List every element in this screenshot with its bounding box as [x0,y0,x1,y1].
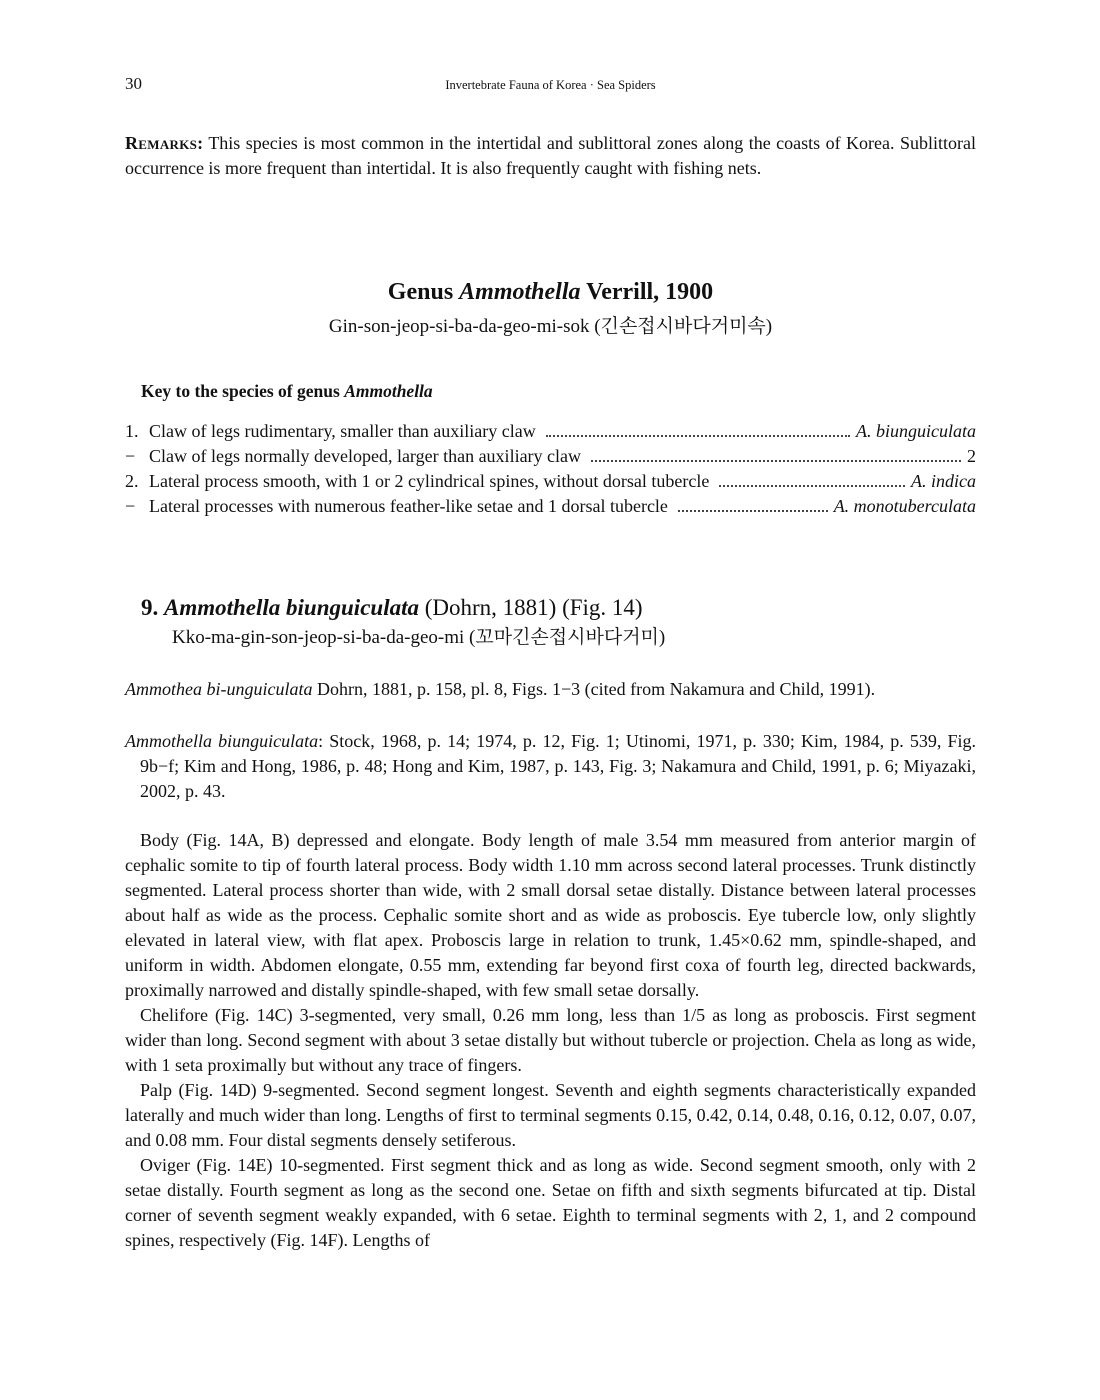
key-row-result: A. biunguiculata [856,421,976,441]
key-row-number: − [125,496,136,516]
description-paragraph-chelifore: Chelifore (Fig. 14C) 3-segmented, very small, 0.26 mm long, less than 1/5 as long as proboscis. First segment wider than long. Second segment with about 3 setae distally but without tubercle or projection. Chela as long as wide, with 1 seta proximally but without any trace of fingers. [125,1005,976,1075]
key-row-result: A. monotuberculata [833,496,976,516]
species-korean-name: Kko-ma-gin-son-jeop-si-ba-da-geo-mi (꼬마긴손접시바다거미) [172,627,666,648]
key-row-text: Lateral process smooth, with 1 or 2 cylindrical spines, without dorsal tubercle [149,471,710,491]
remarks-text: This species is most common in the intertidal and sublittoral zones along the coasts of Korea. Sublittoral occurrence is more frequent than intertidal. It is also frequently caught with fishing nets. [125,133,976,178]
species-number: 9. [141,595,159,620]
page-header [125,74,976,96]
key-row-number: 2. [125,471,139,491]
remarks-paragraph: Remarks: This species is most common in the intertidal and sublittoral zones along the coasts of Korea. Sublittoral occurrence is more frequent than intertidal. It is also frequently caught with fishing nets. [125,133,976,178]
key-row-number: − [125,446,136,466]
key-row-number: 1. [125,421,139,441]
synonymy-entry [125,677,976,702]
species-heading [141,593,643,623]
genus-author: Verrill, 1900 [586,279,714,305]
species-name: Ammothella biunguiculata [164,595,419,620]
synonymy-entry [125,729,976,804]
key-leader-dots [546,434,850,437]
description-text [125,828,976,1253]
synonymy-citation: : Stock, 1968, p. 14; 1974, p. 12, Fig. 1; Utinomi, 1971, p. 330; Kim, 1984, p. 539, Fig. 9b−f; Kim and Hong, 1986, p. 48; Hong and Kim, 1987, p. 143, Fig. 3; Nakamura and Child, 1991, p. 6; Miyazaki, 2002, p. 43. [140,731,976,801]
key-row-text: Claw of legs normally developed, larger than auxiliary claw [149,446,582,466]
species-key [125,419,976,519]
description-paragraph-palp: Palp (Fig. 14D) 9-segmented. Second segment longest. Seventh and eighth segments characteristically expanded laterally and much wider than long. Lengths of first to terminal segments 0.15, 0.42, 0.14, 0.48, 0.16, 0.12, 0.07, 0.07, and 0.08 mm. Four distal segments densely setiferous. [125,1080,976,1150]
key-leader-dots [678,509,828,512]
key-row-text: Lateral processes with numerous feather-like setae and 1 dorsal tubercle [149,496,668,516]
synonymy-taxon: Ammothella biunguiculata [125,731,319,751]
synonymy-citation: Dohrn, 1881, p. 158, pl. 8, Figs. 1−3 (cited from Nakamura and Child, 1991). [312,679,876,699]
description-paragraph-oviger: Oviger (Fig. 14E) 10-segmented. First segment thick and as long as wide. Second segment smooth, only with 2 setae distally. Fourth segment as long as the second one. Setae on fifth and sixth segments bifurcated at tip. Distal corner of seventh segment weakly expanded, with 6 setae. Eighth to terminal segments with 2, 1, and 2 compound spines, respectively (Fig. 14F). Lengths of [125,1155,976,1250]
key-heading-genus: Ammothella [344,381,433,401]
genus-prefix: Genus [387,279,454,305]
key-leader-dots [719,484,905,487]
page-number: 30 [125,74,142,93]
key-row [125,494,976,519]
key-row-result: A. indica [911,471,976,491]
key-row [125,419,976,444]
remarks-label: Remarks [125,133,198,153]
key-row-result: 2 [967,446,976,466]
genus-korean-name: Gin-son-jeop-si-ba-da-geo-mi-sok (긴손접시바다거미속) [328,316,773,337]
genus-name: Ammothella [459,279,581,305]
key-leader-dots [591,459,961,462]
synonymy-taxon: Ammothea bi-unguiculata [125,679,313,699]
running-head: Invertebrate Fauna of Korea · Sea Spiders [445,78,656,92]
key-row [125,469,976,494]
key-heading-prefix: Key to the species of genus [141,381,340,401]
key-row [125,444,976,469]
description-paragraph-body: Body (Fig. 14A, B) depressed and elongate. Body length of male 3.54 mm measured from anterior margin of cephalic somite to tip of fourth lateral process. Body width 1.10 mm across second lateral processes. Trunk distinctly segmented. Lateral process shorter than wide, with 2 small dorsal setae distally. Distance between lateral processes about half as wide as the process. Cephalic somite short and as wide as proboscis. Eye tubercle low, only slightly elevated in lateral view, with flat apex. Proboscis large in relation to trunk, 1.45×0.62 mm, spindle-shaped, and uniform in width. Abdomen elongate, 0.55 mm, extending far beyond first coxa of fourth leg, directed backwards, proximally narrowed and distally spindle-shaped, with few small setae dorsally. [125,830,976,1000]
key-heading [141,379,433,403]
key-row-text: Claw of legs rudimentary, smaller than auxiliary claw [149,421,536,441]
species-author: (Dohrn, 1881) (Fig. 14) [424,595,643,620]
genus-heading [125,277,976,307]
